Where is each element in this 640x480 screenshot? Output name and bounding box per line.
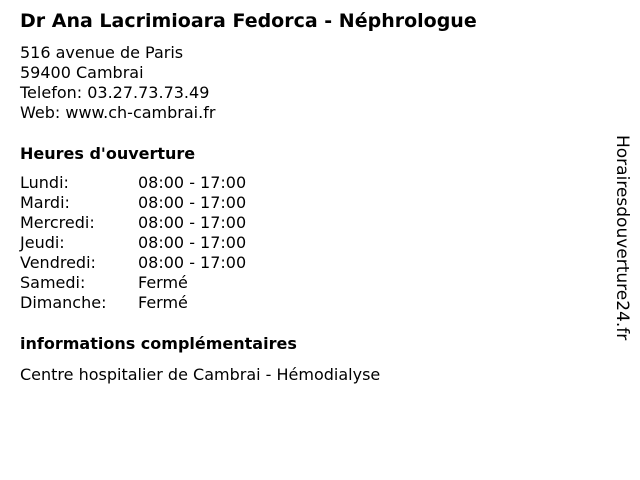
- hours-row-friday: [20, 253, 320, 273]
- time-value: Fermé: [138, 293, 188, 312]
- time-value: 08:00 - 17:00: [138, 173, 247, 192]
- day-label: Samedi:: [20, 273, 86, 292]
- hours-row-tuesday: [20, 193, 320, 213]
- day-label: Jeudi:: [20, 233, 65, 252]
- additional-info-text: Centre hospitalier de Cambrai - Hémodialyse: [20, 365, 381, 384]
- day-label: Lundi:: [20, 173, 69, 192]
- day-label: Mercredi:: [20, 213, 95, 232]
- hours-row-monday: [20, 173, 320, 193]
- hours-row-wednesday: [20, 213, 320, 233]
- day-label: Vendredi:: [20, 253, 96, 272]
- website-link: Web: www.ch-cambrai.fr: [20, 103, 216, 122]
- time-value: Fermé: [138, 273, 188, 292]
- phone-number: Telefon: 03.27.73.73.49: [20, 83, 210, 102]
- time-value: 08:00 - 17:00: [138, 233, 247, 252]
- additional-info-heading: informations complémentaires: [20, 334, 297, 353]
- hours-row-sunday: [20, 293, 320, 313]
- page-title: Dr Ana Lacrimioara Fedorca - Néphrologue: [20, 10, 477, 32]
- address-city: 59400 Cambrai: [20, 63, 144, 82]
- address-street: 516 avenue de Paris: [20, 43, 184, 62]
- day-label: Dimanche:: [20, 293, 107, 312]
- time-value: 08:00 - 17:00: [138, 213, 247, 232]
- hours-row-thursday: [20, 233, 320, 253]
- site-watermark: Horairesdouverture24.fr: [612, 135, 632, 341]
- day-label: Mardi:: [20, 193, 70, 212]
- time-value: 08:00 - 17:00: [138, 253, 247, 272]
- hours-row-saturday: [20, 273, 320, 293]
- time-value: 08:00 - 17:00: [138, 193, 247, 212]
- opening-hours-heading: Heures d'ouverture: [20, 144, 196, 163]
